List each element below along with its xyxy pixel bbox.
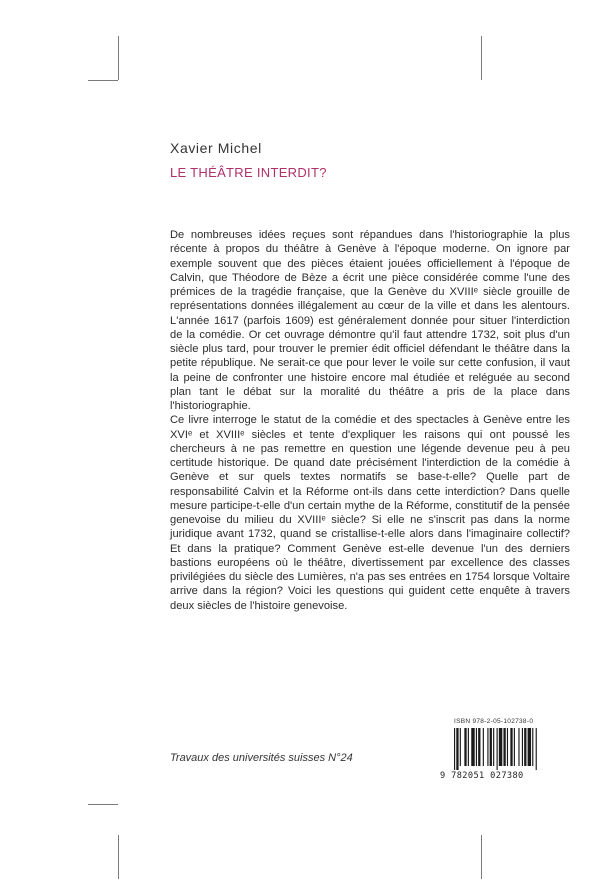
barcode-bar: [478, 728, 480, 766]
back-cover-text: [170, 228, 570, 613]
barcode-bar: [456, 728, 458, 770]
barcode: [454, 728, 576, 770]
barcode-bar: [503, 728, 505, 766]
barcode-bar: [510, 728, 512, 766]
barcode-bar: [468, 728, 469, 766]
series-name: Travaux des universités suisses N°24: [170, 752, 353, 764]
barcode-bar: [499, 728, 502, 766]
crop-mark-bottom-left: [118, 835, 119, 879]
barcode-bar: [483, 728, 484, 766]
barcode-bar: [464, 728, 466, 766]
paragraph-2: Ce livre interroge le statut de la comédie et des spectacles à Genève entre les XVIᵉ et XVIIIᵉ siècles et tente d'expliquer les raisons qui ont poussé les chercheurs à ne pas remettre en question une légende devenue peu à peu certitude historique. De quand date précisément l'interdiction de la comédie à Genève et sur quels textes normatifs se base-t-elle? Quelle part de responsabilité Calvin et la Réforme ont-ils dans cette interdiction? Dans quelle mesure participe-t-elle d'un certain mythe de la Réforme, constitutif de la pensée genevoise du milieu du XVIIIᵉ siècle? Si elle ne s'inscrit pas dans la norme juridique avant 1732, quand se cristallise-t-elle alors dans l'imaginaire collectif? Et dans la pratique? Comment Genève est-elle devenue l'un des derniers bastions européens où le théâtre, divertissement par excellence des classes privilégiées du siècle des Lumières, n'a pas ses entrées en 1754 lorsque Voltaire arrive dans la région? Voici les questions qui guident cette enquête à travers deux siècles de l'histoire genevoise.: [170, 414, 570, 612]
barcode-bar: [528, 728, 531, 766]
author-name: Xavier Michel: [170, 140, 262, 156]
barcode-bar: [536, 728, 537, 770]
barcode-bar: [507, 728, 508, 766]
barcode-bar: [493, 728, 494, 766]
paragraph-1: De nombreuses idées reçues sont répandues dans l'historiographie la plus récente à propos du théâtre à Genève à l'époque moderne. On ignore par exemple souvent que des pièces étaient jouées officiellement à l'époque de Calvin, que Théodore de Bèze a écrit une pièce considérée comme l'une des prémices de la tragédie française, que la Genève du XVIIIᵉ siècle grouille de représentations données illégalement au cœur de la ville et dans les alentours. L'année 1617 (parfois 1609) est généralement donnée pour situer l'interdiction de la comédie. Or cet ouvrage démontre qu'il faut attendre 1732, soit plus d'un siècle plus tard, pour trouver le premier édit officiel défendant le théâtre dans la petite république. Ne serait-ce que pour lever le voile sur cette confusion, il vaut la peine de confronter une histoire encore mal étudiée et reléguée au second plan tant le débat sur la moralité du théâtre a pris de la place dans l'historiographie.: [170, 229, 570, 412]
barcode-bar: [497, 728, 498, 770]
crop-mark-bottom-right: [481, 835, 482, 879]
crop-mark-top-right: [481, 36, 482, 80]
barcode-bar: [518, 728, 519, 766]
barcode-bar: [471, 728, 474, 766]
ean-number: 9 782051 027380: [440, 771, 524, 781]
barcode-bar: [532, 728, 533, 766]
isbn-label: ISBN 978-2-05-102738-0: [454, 718, 534, 725]
barcode-bar: [490, 728, 492, 766]
crop-mark-left-lower: [88, 804, 118, 805]
book-title: LE THÉÂTRE INTERDIT?: [170, 165, 327, 180]
barcode-bar: [522, 728, 523, 766]
barcode-bar: [487, 728, 488, 766]
crop-mark-left-upper: [88, 80, 118, 81]
barcode-bar: [476, 728, 477, 766]
barcode-bar: [514, 728, 515, 766]
barcode-bar: [454, 728, 455, 770]
crop-mark-top-left: [118, 36, 119, 80]
barcode-bar: [460, 728, 461, 766]
barcode-bar: [524, 728, 526, 766]
